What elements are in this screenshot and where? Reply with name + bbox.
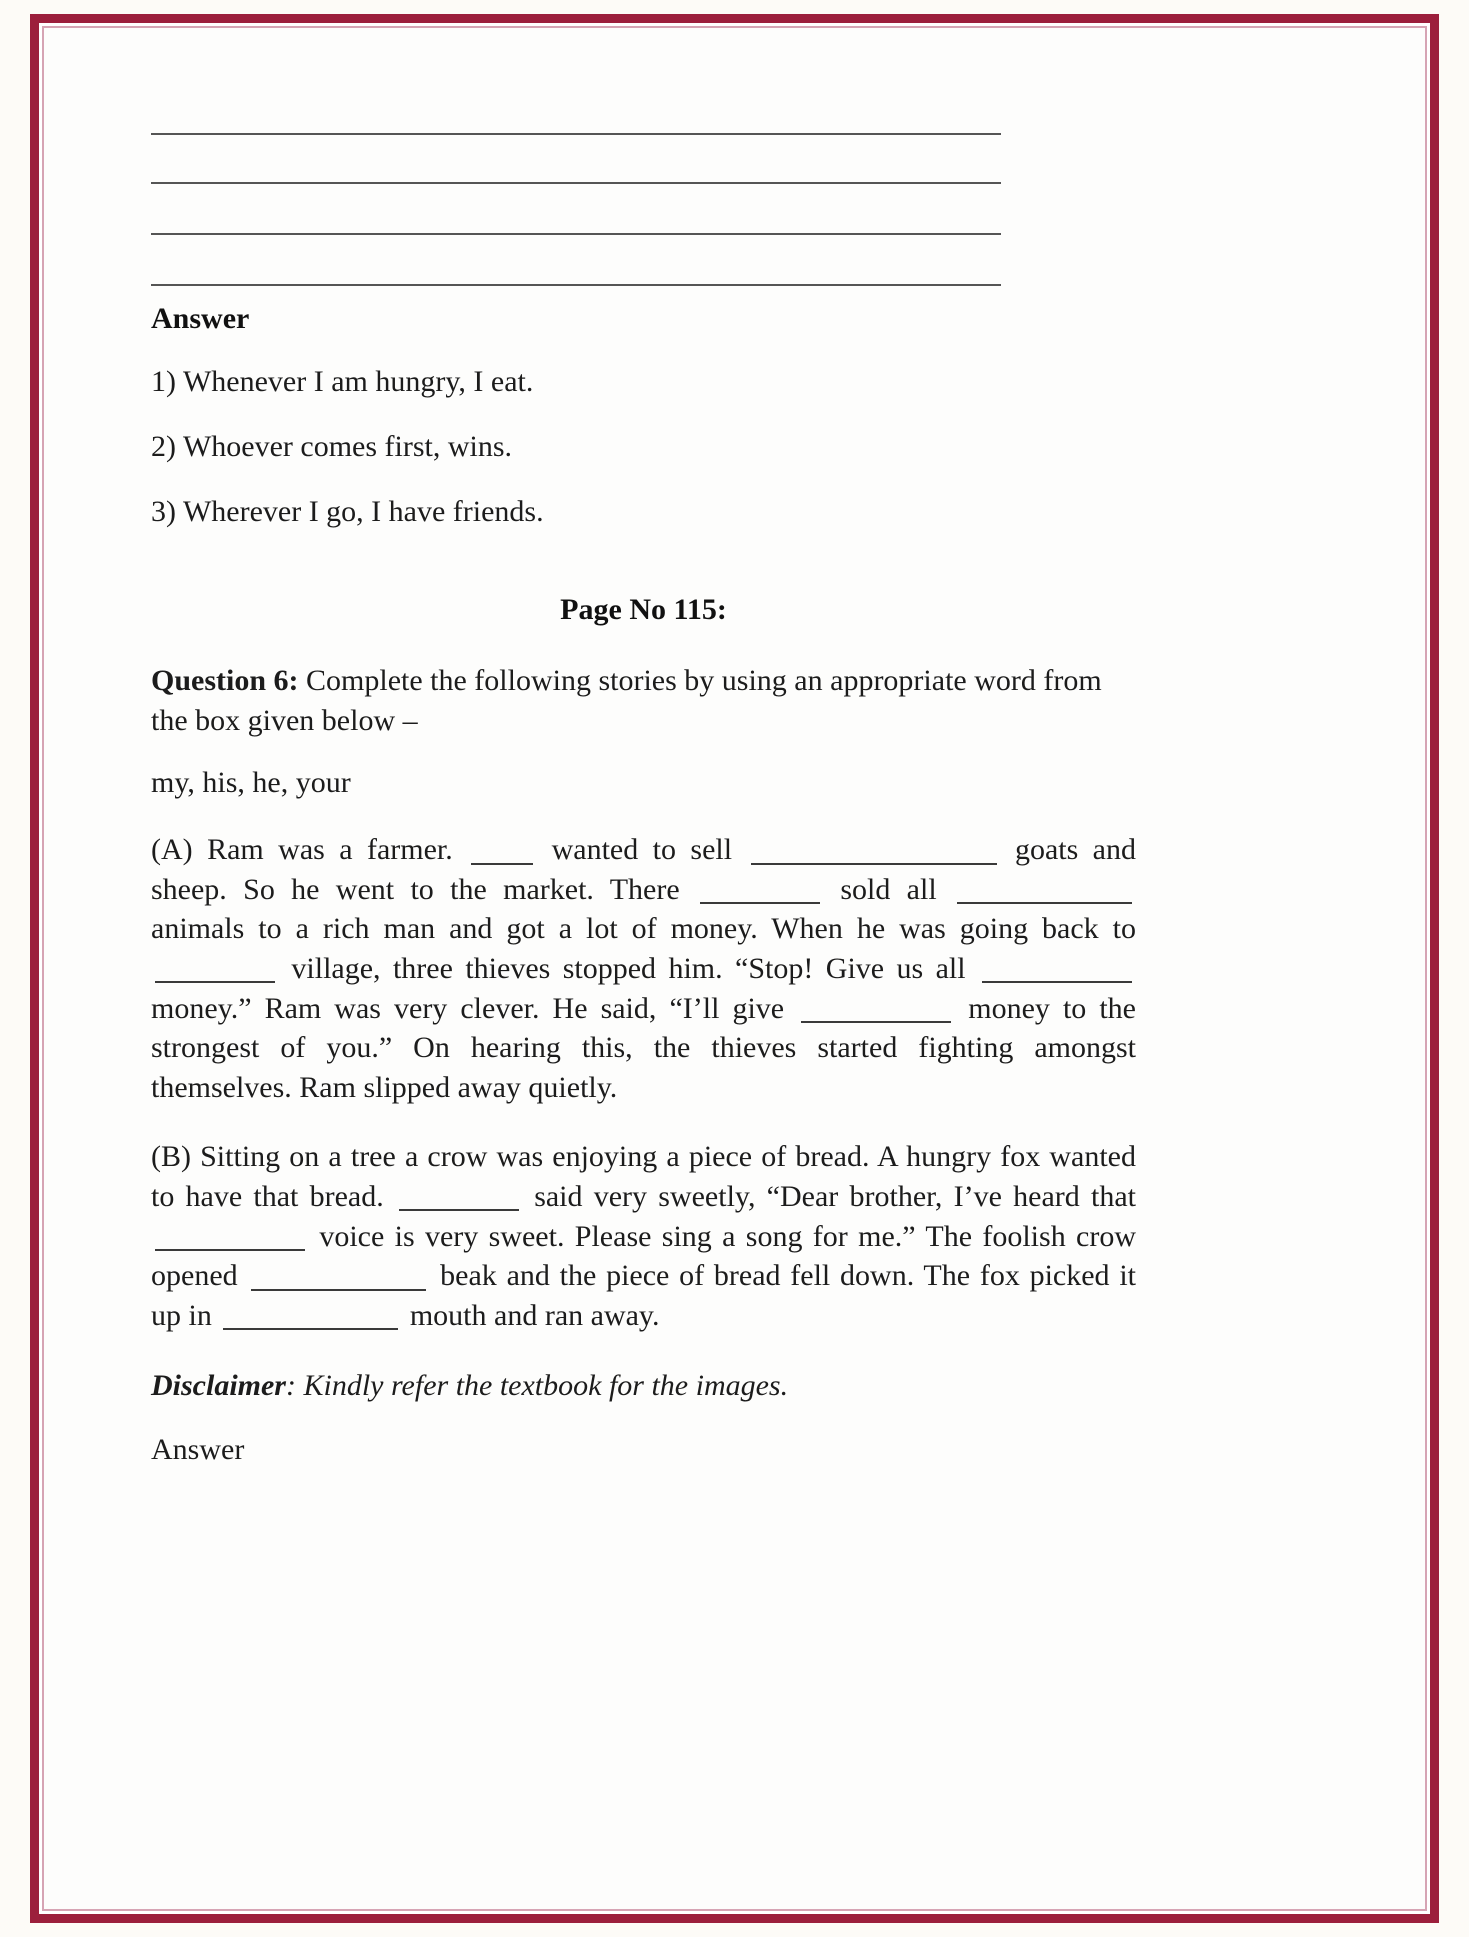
question-prompt: [151, 661, 1136, 740]
blank-a-6[interactable]: [982, 950, 1132, 984]
blank-b-1[interactable]: [399, 1178, 519, 1212]
answer-item: 1) Whenever I am hungry, I eat.: [151, 365, 534, 398]
story-a-seg5: animals to a rich man and got a lot of money. When he was going back to: [151, 912, 1136, 946]
story-a-seg8: money to the strongest of you.” On hearing this, the thieves started fighting amongst themselves. Ram slipped away quietly.: [151, 991, 1136, 1104]
blank-b-2[interactable]: [155, 1217, 305, 1251]
story-b-marker: (B): [151, 1140, 201, 1174]
blank-a-2[interactable]: [751, 831, 997, 865]
story-b-paragraph: [151, 1137, 1136, 1335]
blank-a-3[interactable]: [700, 871, 820, 905]
disclaimer-text: : Kindly refer the textbook for the images.: [286, 1369, 789, 1403]
story-b-seg1: Sitting on a tree a crow was enjoying a piece of bread. A hungry fox wanted to have that bread.: [151, 1140, 1136, 1213]
blank-ruled-lines: [151, 133, 1001, 286]
blank-b-3[interactable]: [251, 1257, 426, 1291]
answer-item: 3) Wherever I go, I have friends.: [151, 495, 544, 528]
ruled-line: [151, 133, 1001, 184]
blank-a-1[interactable]: [471, 831, 533, 865]
blank-b-4[interactable]: [223, 1297, 398, 1331]
question-text: Complete the following stories by using an appropriate word from the box given below –: [151, 664, 1102, 737]
document-content: [127, 133, 1277, 1833]
story-a-marker: (A): [151, 833, 208, 867]
story-b-seg3: voice is very sweet. Please sing a song for me.” The foolish crow opened: [151, 1219, 1136, 1293]
story-a-seg6: village, three thieves stopped him. “Stop! Give us all: [279, 951, 978, 985]
disclaimer-line: [151, 1369, 1277, 1403]
story-a-seg1: Ram was a farmer.: [207, 833, 468, 867]
answer-heading: Answer: [151, 302, 250, 335]
story-a-seg2: wanted to sell: [537, 833, 747, 867]
ruled-line: [151, 235, 1001, 286]
disclaimer-label: Disclaimer: [151, 1369, 286, 1403]
question-label: Question 6:: [151, 664, 299, 697]
story-b-seg2: said very sweetly, “Dear brother, I’ve heard that: [522, 1179, 1136, 1213]
story-a-seg7: money.” Ram was very clever. He said, “I’ll give: [151, 991, 798, 1025]
answer-item: 2) Whoever comes first, wins.: [151, 430, 513, 463]
blank-a-4[interactable]: [957, 871, 1132, 905]
ruled-line: [151, 184, 1001, 235]
story-a-paragraph: [151, 830, 1136, 1107]
trailing-answer-label: Answer: [151, 1433, 245, 1467]
blank-a-5[interactable]: [155, 950, 275, 984]
word-box-list: my, his, he, your: [151, 766, 351, 800]
story-b-seg5: mouth and ran away.: [402, 1298, 660, 1332]
story-b-seg4: beak and the piece of bread fell down. The fox picked it up in: [151, 1259, 1136, 1332]
page-no-heading: Page No 115:: [560, 593, 727, 626]
page-border-frame: [30, 14, 1439, 1923]
story-a-seg4: sold all: [823, 872, 953, 906]
story-a-seg3: goats and sheep. So he went to the market. There: [151, 833, 1136, 906]
blank-a-7[interactable]: [801, 989, 951, 1023]
